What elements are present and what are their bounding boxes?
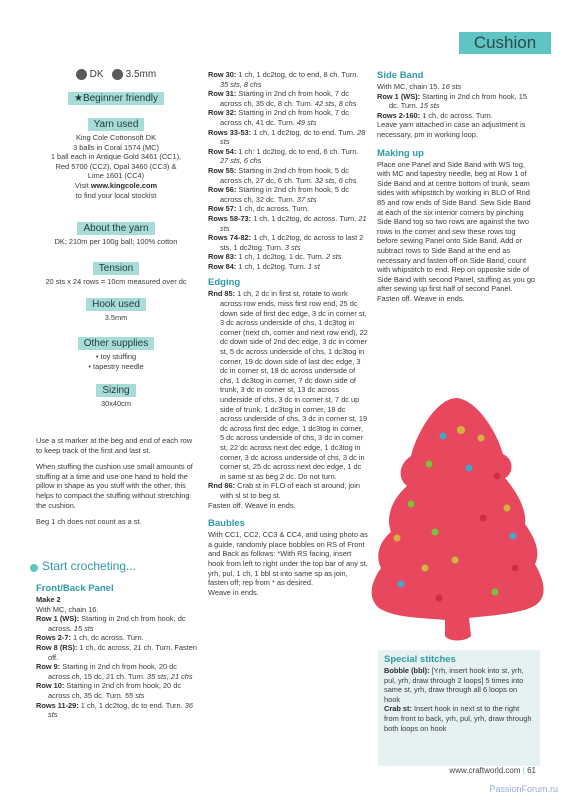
pattern-row: Row 54: 1 ch: 1 dc2tog, dc to end, 6 ch. Turn. 27 sts, 6 chs xyxy=(208,146,359,166)
pattern-row: Rows 2-160: 1 ch, dc across. Turn. xyxy=(377,110,493,120)
pattern-row: Row 1 (WS): Starting in 2nd ch from hook, 15 dc. Turn. 15 sts xyxy=(377,91,527,111)
pattern-row: Row 83: 1 ch, 1 dc2tog, 1 dc. Turn. 2 sts xyxy=(208,252,342,262)
pattern-row: Rows 2-7: 1 ch, dc across. Turn. xyxy=(36,633,144,643)
baubles-text: With CC1, CC2, CC3 & CC4, and using photo as a guide, randomly place bobbles on RS of Front and Back as follows: *With RS facing, insert hook from left to right under the top bar of any st, yrh, pul, 1 ch, 1 bbl st into same sp as join, fasten off; rep from * as desired. xyxy=(208,530,368,588)
yarn-line: King Cole Cottonsoft DK xyxy=(75,133,157,142)
side-band-heading: Side Band xyxy=(377,70,424,81)
pattern-row: Rows 33-53: 1 ch, 1 dc2tog, dc to end. Turn. 28 sts xyxy=(208,127,366,147)
pattern-row: Row 9: Starting in 2nd ch from hook, 20 dc across ch, 15 dc, 21 ch. Turn. 35 sts, 21 chs xyxy=(36,662,193,681)
yarn-line: Red 5700 (CC2), Opal 3460 (CC3) & xyxy=(55,161,177,171)
pattern-row: Rnd 85: 1 ch, 2 dc in first st, rotate to work across row ends, miss first row end, 25 dc down side of first dec edge, 3 dc in corner st, 3 dc across underside of chs, 1 dc3tog in corner (next ch, corner and next row end), 22 dc down side of 2nd dec edge, 3 dc in corner st, 5 dc across underside of chs, 1 dc3tog in corner, 19 dc down side of last dec edge, 3 dc in corner st, 18 dc across underside of chs, 1 dc3tog in corner, 7 dc down side of trunk, 3 dc in corner st, 13 dc across underside of chs, 3 dc in corner st, 7 dc up side of trunk, 1 dc3tog in corner, 18 dc across underside of chs, 3 dc in corner st, 19 dc across first dec edge, 1 dc3tog in corner, 5 dc across underside of chs, 3 dc in corner st, 22 dc across next dec edge, 1 dc3tog in corner, 3 dc across underside of chs, 3 dc in corner st, 25 dc across next dec edge, 1 dc in same st as beg 2 dc. Do not turn. xyxy=(208,289,368,481)
note-paragraph: When stuffing the cushion use small amounts of stuffing at a time and use one hand to hold the pillow in shape as you stuff with the other, this helps to compact the stuffing without stretching the cushion. xyxy=(36,462,193,510)
skill-label: Beginner friendly xyxy=(82,93,158,104)
yarn-used-heading: Yarn used xyxy=(88,118,145,131)
pattern-row: Rows 11-29: 1 ch, 1 dc2tog, dc to end. Turn. 36 sts xyxy=(36,700,193,720)
supply-item: • toy stuffing xyxy=(95,352,137,361)
start-heading: Start crocheting... xyxy=(30,559,200,574)
pattern-row: Row 8 (RS): 1 ch, dc across, 21 ch. Turn. Fasten off. xyxy=(36,642,198,662)
watermark: PassionForum.ru xyxy=(489,784,558,794)
pattern-row: Row 55: Starting in 2nd ch from hook, 5 dc across ch, 27 dc, 6 ch. Turn. 32 sts, 6 chs xyxy=(208,165,357,185)
pattern-row: Row 84: 1 ch, 1 dc2tog. Turn. 1 st xyxy=(208,261,320,271)
hook-icon xyxy=(112,69,123,80)
yarn-line: 3 balls in Coral 1574 (MC) xyxy=(73,142,159,152)
making-up-text: Place one Panel and Side Band with WS tog, with MC and tapestry needle, beg at Row 1 of Side Band and at centre bottom of trunk, seam sides with whipstitch by working in BLO of Rnd 85 and row ends of Side Band. Sew Side Band at each of the six interior corners by pinching Side Band tog so two rows are against the two rows in the corner and sew these rows tog before sewing Panel onto Side Band. Add or subtract rows to Side Band at the end as necessary and fasten off on Side Band, count with whipstitch to end. Rep on opposite side of Side Band with second Panel, stuffing as you go after sewing up first half of second Panel. xyxy=(377,159,536,294)
pattern-row: Row 10: Starting in 2nd ch from hook, 20 dc across ch, 35 dc. Turn. 55 sts xyxy=(36,681,182,700)
pattern-row: Row 31: Starting in 2nd ch from hook, 7 dc across ch, 35 dc, 8 ch. Turn. 42 sts, 8 chs xyxy=(208,89,357,108)
panel-heading: Front/Back Panel xyxy=(36,583,114,594)
visit-prefix: Visit xyxy=(74,180,91,190)
pattern-row: Rows 74-82: 1 ch, 1 dc2tog, dc across to last 2 sts, 1 dc2tog. Turn. 3 sts xyxy=(208,233,364,252)
hook-heading: Hook used xyxy=(86,298,146,311)
panel-intro: With MC, chain 16. xyxy=(36,604,99,614)
star-icon: ★ xyxy=(73,93,83,104)
sizing-section xyxy=(34,384,198,409)
yarn-line: 1 ball each in Antique Gold 3461 (CC1), xyxy=(50,152,182,162)
special-stitches-box: Special stitches Bobble (bbl): [Yrh, insert hook into st, yrh, pul, yrh, draw through 2 loops] 5 times into same st, yrh, draw through all 6 loops on hook Crab st: Insert hook in next st to the right from front to back, yrh, pul, yrh, draw through both loops on hook xyxy=(378,650,540,766)
site-url[interactable]: www.craftworld.com xyxy=(449,766,521,775)
page-title: Cushion xyxy=(459,32,551,54)
supplies-heading: Other supplies xyxy=(78,337,154,350)
pattern-row: Row 30: 1 ch, 1 dc2tog, dc to end, 8 ch. Turn. 35 sts, 8 chs xyxy=(208,70,359,89)
baubles-heading: Baubles xyxy=(208,518,245,530)
sizing-heading: Sizing xyxy=(96,384,135,397)
yarn-weight: DK xyxy=(89,69,104,80)
tension-text: 20 sts x 24 rows = 10cm measured over dc xyxy=(45,277,187,286)
pattern-row: Row 57: 1 ch, dc across. Turn. xyxy=(208,204,310,214)
footer-sep: | xyxy=(522,766,525,775)
hook-text: 3.5mm xyxy=(104,313,128,322)
supplies-section xyxy=(34,337,198,371)
visit-suffix: to find your local stockist xyxy=(75,190,157,200)
pattern-row: Rnd 86: Crab st in FLO of each st around, join with sl st to beg st. xyxy=(208,481,360,500)
hook-size: 3.5mm xyxy=(125,69,157,80)
making-up-end: Fasten off. Weave in ends. xyxy=(377,293,465,303)
pattern-row: Row 56: Starting in 2nd ch from hook, 5 dc across ch, 32 dc. Turn. 37 sts xyxy=(208,185,349,204)
edging-end: Fasten off. Weave in ends. xyxy=(208,500,296,510)
edging-heading: Edging xyxy=(208,277,241,289)
about-text: DK; 210m per 100g ball; 100% cotton xyxy=(54,237,178,246)
cushion-body xyxy=(372,398,544,641)
notes xyxy=(36,436,200,527)
panel-section xyxy=(36,583,200,720)
page-footer xyxy=(449,766,536,776)
yarn-line: Lime 1601 (CC4) xyxy=(87,171,145,181)
yarn-ball-icon xyxy=(76,69,87,80)
hook-section xyxy=(34,298,198,323)
about-section xyxy=(34,222,198,247)
yarn-used-section xyxy=(34,118,198,200)
sizing-text: 30x40cm xyxy=(101,399,131,408)
panel-make: Make 2 xyxy=(36,595,61,604)
skill-badge xyxy=(68,92,164,105)
making-up-heading: Making up xyxy=(377,147,424,159)
special-heading: Special stitches xyxy=(384,654,456,665)
supply-item: • tapestry needle xyxy=(88,361,144,371)
page-number: 61 xyxy=(527,766,536,775)
about-heading: About the yarn xyxy=(77,222,154,235)
pattern-row: Row 32: Starting in 2nd ch from hook, 7 dc across ch, 41 dc. Turn. 49 sts xyxy=(208,108,349,127)
note-paragraph: Use a st marker at the beg and end of each row to keep track of the first and last st. xyxy=(36,436,193,455)
info-line xyxy=(34,68,198,82)
bullet-icon xyxy=(30,564,38,572)
col2-rows xyxy=(208,70,368,597)
baubles-end: Weave in ends. xyxy=(208,587,259,597)
kingcole-link[interactable]: www.kingcole.com xyxy=(90,180,158,190)
note-paragraph: Beg 1 ch does not count as a st. xyxy=(36,517,142,527)
pattern-row: Row 1 (WS): Starting in 2nd ch from hook, dc across. 15 sts xyxy=(36,614,186,633)
tension-heading: Tension xyxy=(93,262,139,275)
col3-text: Side Band With MC, chain 15. 16 sts Row 1 (WS): Starting in 2nd ch from hook, 15 dc. Turn. 15 sts Rows 2-160: 1 ch, dc across. Turn. Leave yarn attached in case an adjustment is necessary, pm in working loop. Making up Place one Panel and Side Band with WS tog, with MC and tapestry needle, beg at Row 1 of Side Band and at centre bottom of trunk, seam sides with whipstitch by working in BLO of Rnd 85 and row ends of Side Band. Sew Side Band at each of the six interior corners by pinching Side Band tog so two rows are against the two rows in the corner and sew these rows tog before sewing Panel onto Side Band. Add or subtract rows to Side Band at the end as necessary and fasten off on Side Band, count with whipstitch to end. Rep on opposite side of Side Band with second Panel, stuffing as you go after sewing up first half of second Panel. Fasten off. Weave in ends. xyxy=(377,70,536,303)
tension-section xyxy=(34,262,198,287)
pattern-row: Rows 58-73: 1 ch, 1 dc2tog, dc across. Turn. 21 sts xyxy=(208,213,367,233)
side-band-note: Leave yarn attached in case an adjustment is necessary, pm in working loop. xyxy=(377,120,526,139)
tree-cushion-image xyxy=(365,392,550,647)
